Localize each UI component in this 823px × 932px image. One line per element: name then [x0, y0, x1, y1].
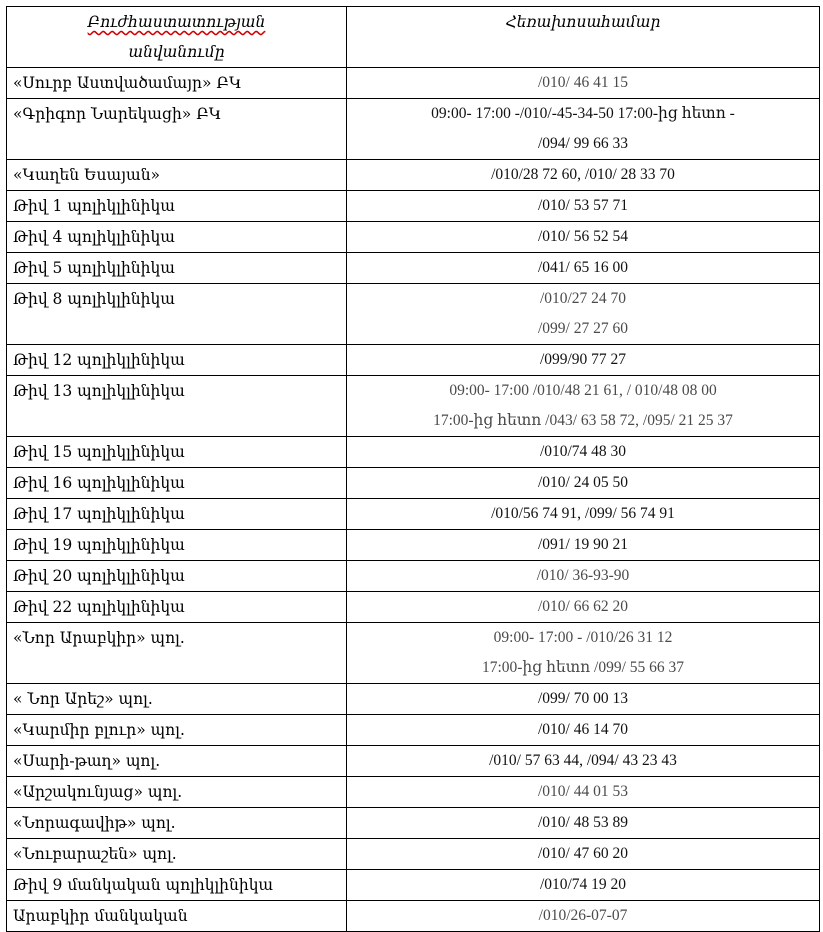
phone-line: /099/ 70 00 13 — [538, 690, 628, 707]
phone-line: /010/ 46 41 15 — [538, 74, 628, 91]
phone-cell — [347, 191, 820, 222]
clinic-name-cell: Արաբկիր մանկական — [7, 901, 347, 932]
clinic-name-cell: «Նորագավիթ» պոլ. — [7, 808, 347, 839]
phone-line: 17:00-ից հետո /099/ 55 66 37 — [481, 659, 685, 676]
table-row — [7, 99, 820, 160]
column-header-name-line1: Բուժհաստատության — [87, 13, 266, 31]
phone-cell — [347, 345, 820, 376]
phone-line: /010/ 47 60 20 — [538, 845, 628, 862]
clinic-name-cell: «Սարի-թաղ» պոլ. — [7, 746, 347, 777]
table-row — [7, 345, 820, 376]
phone-cell — [347, 561, 820, 592]
clinic-name-cell: Թիվ 15 պոլիկլինիկա — [7, 437, 347, 468]
phone-line: /010/ 57 63 44, /094/ 43 23 43 — [489, 752, 677, 769]
clinic-name-cell: Թիվ 22 պոլիկլինիկա — [7, 592, 347, 623]
phone-cell — [347, 777, 820, 808]
phone-cell — [347, 376, 820, 437]
table-row — [7, 284, 820, 345]
phone-line: /010/74 19 20 — [539, 876, 627, 893]
phone-cell — [347, 901, 820, 932]
table-row — [7, 191, 820, 222]
table-row — [7, 684, 820, 715]
phone-cell — [347, 99, 820, 160]
phone-cell — [347, 468, 820, 499]
clinic-name-cell: Թիվ 17 պոլիկլինիկա — [7, 499, 347, 530]
phone-line: /010/ 44 01 53 — [538, 783, 628, 800]
clinic-name-cell: «Կաղեն Եսայան» — [7, 160, 347, 191]
clinic-name-cell: «Նուբարաշեն» պոլ. — [7, 839, 347, 870]
phone-line: /010/ 53 57 71 — [538, 197, 628, 214]
clinic-name-cell: Թիվ 19 պոլիկլինիկա — [7, 530, 347, 561]
phone-line: 09:00- 17:00 - /010/26 31 12 — [493, 629, 673, 646]
phone-line: /010/ 48 53 89 — [538, 814, 628, 831]
phone-cell — [347, 592, 820, 623]
table-row — [7, 468, 820, 499]
phone-cell — [347, 870, 820, 901]
clinic-name-cell: Թիվ 20 պոլիկլինիկա — [7, 561, 347, 592]
phone-cell — [347, 623, 820, 684]
table-row — [7, 777, 820, 808]
phone-cell — [347, 530, 820, 561]
clinic-name-cell: Թիվ 4 պոլիկլինիկա — [7, 222, 347, 253]
phone-line: 09:00- 17:00 -/010/-45-34-50 17:00-ից հետո - — [431, 105, 735, 122]
phone-line: /010/74 48 30 — [539, 443, 627, 460]
table-row — [7, 160, 820, 191]
phone-cell — [347, 839, 820, 870]
phone-line: /010/ 36-93-90 — [536, 567, 630, 584]
clinic-name-cell: Թիվ 12 պոլիկլինիկա — [7, 345, 347, 376]
phone-cell — [347, 437, 820, 468]
phone-line: /099/ 27 27 60 — [538, 320, 628, 337]
phone-cell — [347, 808, 820, 839]
column-header-phone: Հեռախոսահամար — [347, 7, 820, 68]
column-header-name — [7, 7, 347, 68]
table-row — [7, 253, 820, 284]
table-row — [7, 592, 820, 623]
phone-cell — [347, 499, 820, 530]
phone-line: 17:00-ից հետո /043/ 63 58 72, /095/ 21 25 37 — [433, 412, 733, 429]
phone-cell — [347, 253, 820, 284]
phone-line: /010/56 74 91, /099/ 56 74 91 — [491, 505, 675, 522]
column-header-name-line2: անվանումը — [128, 43, 225, 61]
clinic-name-cell: Թիվ 9 մանկական պոլիկլինիկա — [7, 870, 347, 901]
phone-cell — [347, 284, 820, 345]
clinic-name-cell: « Նոր Արեշ» պոլ. — [7, 684, 347, 715]
phone-line: /010/ 56 52 54 — [538, 228, 628, 245]
table-row — [7, 808, 820, 839]
phone-line: /010/ 66 62 20 — [538, 598, 628, 615]
clinic-name-cell: «Կարմիր բլուր» պոլ. — [7, 715, 347, 746]
table-header-row — [7, 7, 820, 68]
phone-line: /010/ 24 05 50 — [538, 474, 628, 491]
table-row — [7, 68, 820, 99]
phone-line: /099/90 77 27 — [539, 351, 627, 368]
phone-line: /010/27 24 70 — [539, 290, 627, 307]
table-row — [7, 901, 820, 932]
table-row — [7, 870, 820, 901]
clinic-name-cell: Թիվ 5 պոլիկլինիկա — [7, 253, 347, 284]
table-row — [7, 222, 820, 253]
table-row — [7, 530, 820, 561]
clinic-name-cell: «Գրիգոր Նարեկացի» ԲԿ — [7, 99, 347, 160]
table-row — [7, 499, 820, 530]
phone-cell — [347, 222, 820, 253]
table-row — [7, 839, 820, 870]
phone-cell — [347, 68, 820, 99]
clinic-name-cell: Թիվ 13 պոլիկլինիկա — [7, 376, 347, 437]
clinic-name-cell: «Սուրբ Աստվածամայր» ԲԿ — [7, 68, 347, 99]
table-row — [7, 746, 820, 777]
table-row — [7, 623, 820, 684]
table-row — [7, 715, 820, 746]
phone-cell — [347, 160, 820, 191]
phone-cell — [347, 746, 820, 777]
table-body — [7, 68, 820, 932]
table-row — [7, 561, 820, 592]
phone-cell — [347, 684, 820, 715]
table-row — [7, 437, 820, 468]
clinic-name-cell: «Նոր Արաբկիր» պոլ. — [7, 623, 347, 684]
phone-line: 09:00- 17:00 /010/48 21 61, / 010/48 08 00 — [449, 382, 717, 399]
phone-line: /010/28 72 60, /010/ 28 33 70 — [491, 166, 675, 183]
phone-line: /010/26-07-07 — [538, 907, 628, 924]
phone-line: /094/ 99 66 33 — [538, 135, 628, 152]
clinic-name-cell: Թիվ 1 պոլիկլինիկա — [7, 191, 347, 222]
clinic-contacts-table — [6, 6, 820, 932]
phone-line: /041/ 65 16 00 — [538, 259, 628, 276]
clinic-name-cell: «Արշակունյաց» պոլ. — [7, 777, 347, 808]
phone-line: /010/ 46 14 70 — [538, 721, 628, 738]
phone-cell — [347, 715, 820, 746]
clinic-name-cell: Թիվ 8 պոլիկլինիկա — [7, 284, 347, 345]
clinic-name-cell: Թիվ 16 պոլիկլինիկա — [7, 468, 347, 499]
phone-line: /091/ 19 90 21 — [538, 536, 628, 553]
table-row — [7, 376, 820, 437]
